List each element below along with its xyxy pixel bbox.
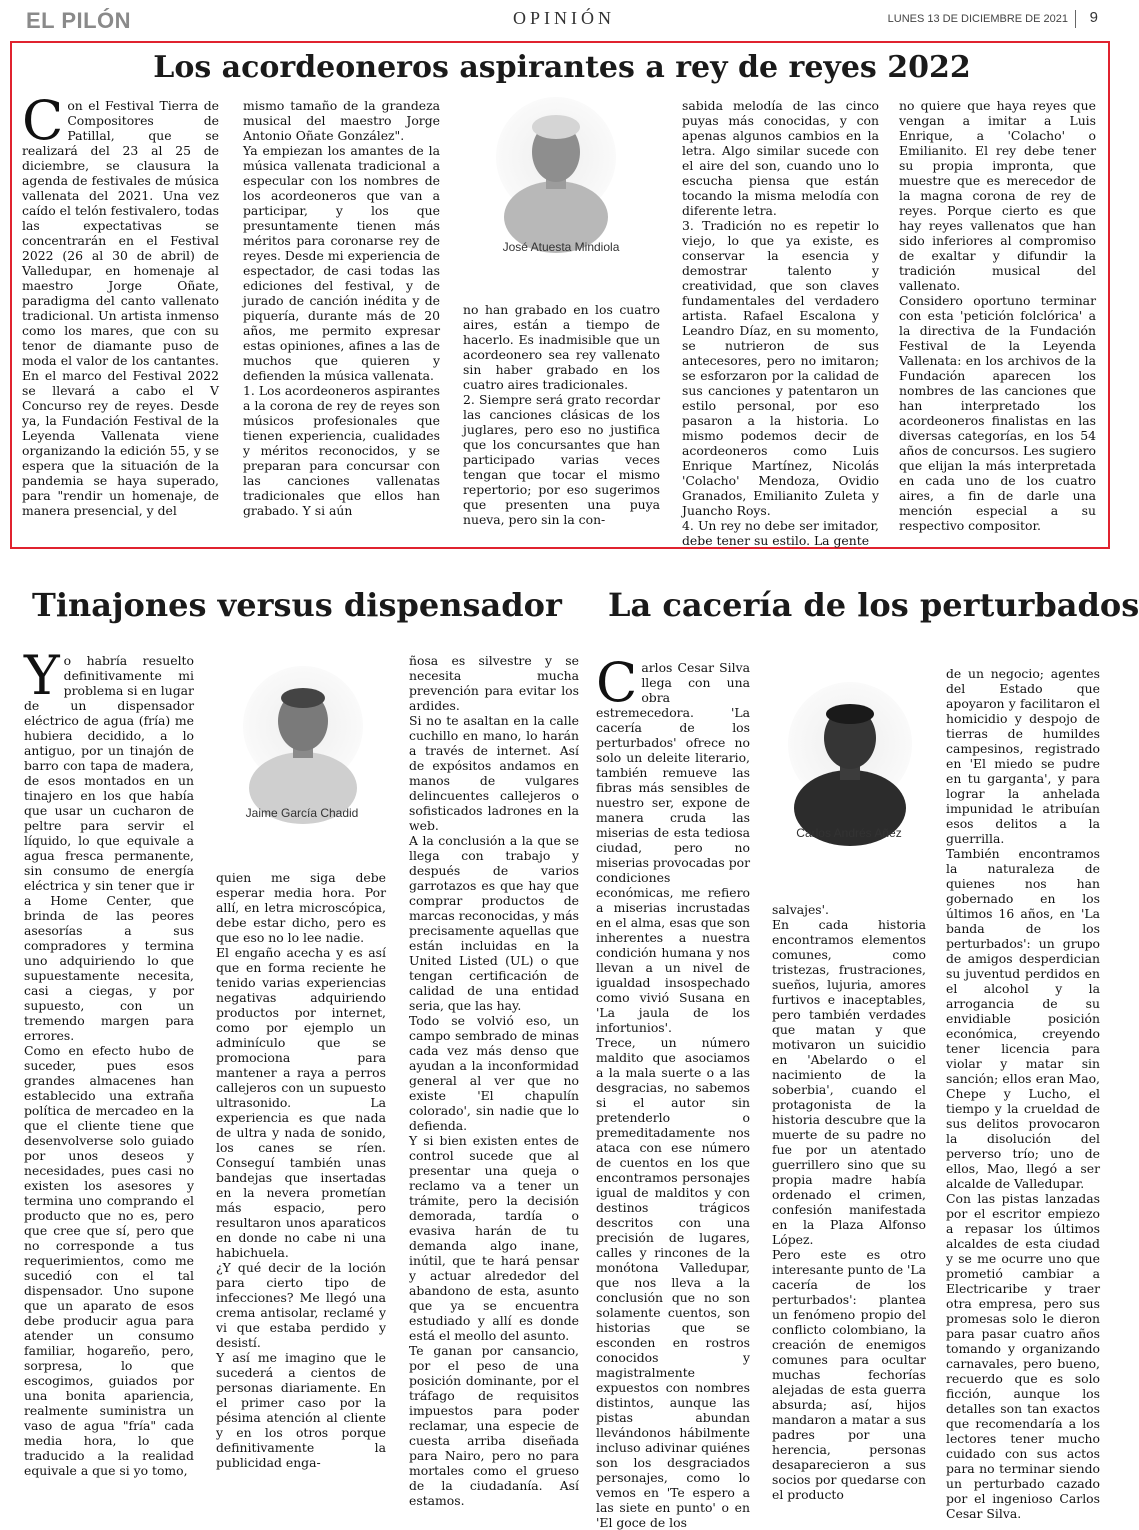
paragraph: 2. Siempre será grato recordar las canciones clásicas de los juglares, pero eso no justifica que los concursantes que han participado varias veces tengan que tocar el mismo repertorio; por eso sugerimos que presenten una puya nueva, pero sin la con-: [463, 392, 660, 527]
paragraph: Pero este es otro interesante punto de 'La cacería de los perturbados': plantea un fenómeno propio del conflicto colombiano, la creación de enemigos comunes para ocultar muchas fechorías alejadas de esta guerra absurda; así, hijos mandaron a matar a sus padres por una herencia, personas desaparecieron a sus socios por quedarse con el producto: [772, 1247, 926, 1502]
article-column: [243, 98, 440, 540]
author-byline: José Atuesta Mindiola: [502, 240, 620, 254]
paragraph: En cada historia encontramos elementos comunes, como tristezas, frustraciones, sueños, lujuria, amores furtivos e inaceptables, pero también verdades que matan y que motivaron un suicidio en 'Abelardo o el nacimiento de la soberbia', cuando el protagonista de la historia descubre que la muerte de su padre no fue por un atentado guerrillero sino que su propia madre había ordenado el crimen, confesión manifestada en la Plaza Alfonso López.: [772, 917, 926, 1247]
issue-date: LUNES 13 DE DICIEMBRE DE 2021: [887, 13, 1068, 25]
paragraph: Ya empiezan los amantes de la música vallenata tradicional a especular con los nombres de los acordeoneros que van a participar, y los que presuntamente tienen más méritos para coronarse rey de reyes. Desde mi experiencia de espectador, de casi todas las ediciones del festival, y de jurado de canción inédita y de piquería, durante más de 20 años, me permito expresar estas opiniones, afines a las de muchos que quieren y defienden la música vallenata.: [243, 143, 440, 383]
paragraph: Considero oportuno terminar con esta 'petición folclórica' a la directiva de la Fundación Festival de la Leyenda Vallenata: en los archivos de la Fundación aparecen los nombres de las canciones que han interpretado los acordeoneros finalistas en las diversas categorías, en los 54 años de concursos. Les sugiero que elijan la más interpretada en cada uno de los cuatro aires, a fin de darle una mención especial a su respectivo compositor.: [899, 293, 1096, 533]
masthead: [0, 0, 1128, 36]
paragraph: Con las pistas lanzadas por el escritor empiezo a repasar los últimos alcaldes de esta ciudad y se me ocurre uno que prometió cambiar a Electricaribe y traer otra empresa, pero sus promesas solo le dieron para pasar cuatro años tomando y organizando carnavales, pero bueno, recuerdo que es solo ficción, aunque los detalles son tan exactos que recomendaría a los lectores tener mucho cuidado con sus actos para no terminar siendo un perturbado cazado por el ingenioso Carlos Cesar Silva.: [946, 1191, 1100, 1521]
author-photo-atuesta: [496, 97, 616, 217]
article-column: [946, 666, 1100, 1521]
paragraph: 4. Un rey no debe ser imitador, debe tener su estilo. La gente: [682, 518, 879, 548]
paragraph: A la conclusión a la que se llega con trabajo y después de varios garrotazos es que hay que comprar productos de marcas reconocidas, y más precisamente aquellas que están incluidas en la United Listed (UL) o que tengan certificación de calidad de una entidad seria, que las hay.: [409, 833, 579, 1013]
paragraph: mismo tamaño de la grandeza musical del maestro Jorge Antonio Oñate González".: [243, 98, 440, 143]
page-divider: [1075, 10, 1076, 28]
paragraph: 1. Los acordeoneros aspirantes a la corona de rey de reyes son músicos profesionales que tienen experiencia, cualidades y méritos reconocidos, y se preparan para concursar con las canciones vallenatas tradicionales que ellos han grabado. Y si aún: [243, 383, 440, 518]
section-title: OPINIÓN: [513, 8, 615, 28]
paragraph: Todo se volvió eso, un campo sembrado de minas cada vez más denso que ayudan a la inconformidad general al ver que no existe 'El chapulín colorado', sin nadie que lo defienda.: [409, 1013, 579, 1133]
paragraph: salvajes'.: [772, 902, 829, 917]
article-title-acordeoneros: Los acordeoneros aspirantes a rey de reyes 2022: [153, 50, 971, 85]
paragraph: o habría resuelto definitivamente mi problema si en lugar de un dispensador eléctrico de agua (fría) me hubiera decidido, a lo antiguo, por un tinajón de barro con tapa de madera, de esos montados en un tinajero en los que había que usar un cucharon de peltre para servir el líquido, lo que equivale a agua fresca permanente, sin consumo de energía eléctrica y sin tener que ir a Home Center, que brinda de las peores asesorías a sus compradores y termina uno adquiriendo lo que supuestamente necesita, casi a ciegas, y por supuesto, con un tremendo margen para errores.: [24, 653, 194, 1043]
paragraph: Y si bien existen entes de control sucede que al presentar una queja o reclamo va a tener un trámite, pero la decisión demorada, tardía o evasiva harán de tu demanda algo inane, inútil, que te hará pensar y actuar alrededor del abandono de esta, asunto que ya se encuentra estudiado y allí es donde está el meollo del asunto.: [409, 1133, 579, 1343]
paragraph: Y así me imagino que le sucederá a cientos de personas diariamente. En el primer caso por la pésima atención al cliente y en los otros porque definitivamente la publicidad enga-: [216, 1350, 386, 1470]
article-column: [682, 98, 879, 548]
article-column: [596, 651, 751, 1530]
article-column: [772, 902, 926, 1502]
paragraph: sabida melodía de las cinco puyas más conocidas, y con apenas algunos cambios en la letra. Algo similar sucede con el aire del son, cuando uno lo escucha piensa que están tocando la misma melodía con diferente letra.: [682, 98, 879, 218]
article-title-caceria: La cacería de los perturbados: [608, 586, 1139, 624]
paragraph: no han grabado en los cuatro aires, están a tiempo de hacerlo. Es inadmisible que un acordeonero sea rey vallenato sin haber grabado en los cuatro aires tradicionales.: [463, 302, 660, 392]
author-photo-garcia: [243, 666, 363, 786]
paragraph: Si no te asaltan en la calle cuchillo en mano, lo harán a través de internet. Así de expósitos andamos en manos de vulgares delincuentes callejeros o sofisticados ladrones en la web.: [409, 713, 579, 833]
paragraph: on el Festival Tierra de Compositores de Patillal, que se realizará del 23 al 25 de diciembre, se clausura la agenda de festivales de música vallenata del 2021. Una vez caído el telón festivalero, todas las expectativas se concentrarán en el Festival 2022 (26 al 30 de abril) de Valledupar, en homenaje al maestro Jorge Oñate, paradigma del canto vallenato tradicional. Un artista inmenso como los mares, que con su tenor de diamante puso de moda el valor de los cantantes. En el marco del Festival 2022 se llevará a cabo el V Concurso rey de reyes. Desde ya, la Fundación Festival de la Leyenda Vallenata viene organizando la edición 55, y se espera que la situación de la pandemia se haya superado, para "rendir un homenaje, de manera presencial, y del: [22, 98, 219, 518]
paragraph: Como en efecto hubo de suceder, pues esos grandes almacenes han establecido una extraña política de mercadeo en la que el cliente tiene que desenvolverse solo guiado por unos deseos y necesidades, pues casi no existen los asesores y termina uno comprando el producto que no es, pero que cree que sí, pero que no corresponde a tus requerimientos, como me sucedió con el tal dispensador. Uno supone que un aparato de esos debe producir agua para atender un consumo familiar, hogareño, pero, sorpresa, lo que escogimos, guiados por una bonita apariencia, realmente suministra un vaso de agua "fría" cada media hora, lo que traducido a la realidad equivale a que si yo tomo,: [24, 1043, 194, 1478]
article-column: [463, 302, 660, 540]
article-column: [409, 653, 579, 1508]
author-byline: Carlos Andrés Añez: [796, 826, 902, 840]
article-column: [22, 89, 219, 540]
author-byline: Jaime García Chadid: [245, 806, 359, 820]
author-portrait-icon: [496, 97, 616, 217]
newspaper-logo[interactable]: EL PILÓN: [26, 8, 132, 33]
paragraph: no quiere que haya reyes que vengan a imitar a Luis Enrique, a 'Colacho' o Emilianito. El rey debe tener su propia impronta, que muestre que es merecedor de la magna corona de rey de reyes. Porque cierto es que hay reyes vallenatos que han sido inferiores al compromiso de exaltar y difundir la tradición musical del vallenato.: [899, 98, 1096, 293]
paragraph: ¿Y qué decir de la loción para cierto tipo de infecciones? Me llegó una crema antisolar, reclamé y vi que estaba perdido y desistí.: [216, 1260, 386, 1350]
paragraph: También encontramos la naturaleza de quienes nos han gobernado en los últimos 16 años, en 'La banda de los perturbados': un grupo de amigos desperdician su juventud perdidos en el alcohol y la arrogancia de su envidiable posición económica, creyendo tener licencia para violar y matar sin sanción; ellos eran Mao, Chepe y Lucho, el tiempo y la crueldad de sus delitos provocaron la disolución del perverso trío; uno de ellos, Mao, llegó a ser alcalde de Valledupar.: [946, 846, 1100, 1191]
author-portrait-icon: [243, 666, 363, 786]
paragraph: Te ganan por cansancio, por el peso de una posición dominante, por el tráfago de requisitos impuestos para poder reclamar, una especie de cuesta arriba diseñada para Nairo, pero no para mortales como el grueso de la ciudadanía. Así estamos.: [409, 1343, 579, 1508]
drop-cap: C: [22, 89, 64, 152]
page-number: 9: [1089, 9, 1098, 26]
paragraph: 3. Tradición no es repetir lo viejo, lo que ya existe, es conservar la esencia y demostrar talento y creatividad, que son claves fundamentales del verdadero artista. Rafael Escalona y Leandro Díaz, en su momento, se nutrieron de sus antecesores, pero no imitaron; se esforzaron por la calidad de sus canciones y patentaron un estilo personal, por eso pasaron a la historia. Lo mismo podemos decir de acordeoneros como Luis Enrique Martínez, Nicolás 'Colacho' Mendoza, Ovidio Granados, Emilianito Zuleta y Juancho Roys.: [682, 218, 879, 518]
paragraph: quien me siga debe esperar media hora. Por allí, en letra microscópica, debe estar dicho, pero es que eso no lo lee nadie.: [216, 870, 386, 945]
paragraph: arlos Cesar Silva llega con una obra estremecedora. 'La cacería de los perturbados' ofrece no solo un deleite literario, también remueve las fibras más sensibles de nuestro ser, expone de manera cruda las miserias de esta tediosa ciudad, pero no miserias provocadas por condiciones económicas, me refiero a miserias incrustadas en el alma, esas que son inherentes a nuestra condición humana y nos llevan a un nivel de igualdad insospechado como vivió Susana en 'La jaula de los infortunios'.: [596, 660, 751, 1035]
drop-cap: Y: [24, 644, 60, 707]
drop-cap: C: [596, 651, 638, 714]
paragraph: Trece, un número maldito que asociamos a la mala suerte o a las desgracias, no sabemos si el autor sin pretenderlo o premeditadamente nos ataca con ese número de cuentos en los que encontramos personajes igual de malditos y con destinos trágicos descritos con una precisión de lugares, calles y rincones de la monótona Valledupar, que nos lleva a la conclusión que no son solamente cuentos, son historias que se esconden en rostros conocidos y magistralmente expuestos con nombres distintos, aunque las pistas abundan llevándonos hábilmente incluso adivinar quiénes son los desgraciados personajes, como lo vemos en 'Te espero a las siete en punto' o en 'El goce de los: [596, 1035, 750, 1530]
article-title-tinajones: Tinajones versus dispensador: [32, 586, 562, 624]
paragraph: ñosa es silvestre y se necesita mucha prevención para evitar los ardides.: [409, 653, 579, 713]
author-portrait-icon: [788, 682, 912, 806]
paragraph: de un negocio; agentes del Estado que apoyaron y facilitaron el homicidio y despojo de tierras de humildes campesinos, registrado en 'El miedo se pudre en tu garganta', y para lograr la anhelada impunidad le atribuían esos delitos a la guerrilla.: [946, 666, 1100, 846]
article-column: [24, 644, 194, 1478]
article-column: [899, 98, 1096, 540]
paragraph: El engaño acecha y es así que en forma reciente he tenido varias experiencias negativas adquiriendo productos por internet, como por ejemplo un adminículo que se promociona para mantener a raya a perros callejeros con un supuesto ultrasonido. La experiencia es que nada de ultra y nada de sonido, los canes se ríen. Conseguí también unas bandejas que insertadas en la nevera prometían más espacio, pero resultaron unos aparaticos en donde no cabe ni una habichuela.: [216, 945, 386, 1260]
author-photo-anez: [788, 682, 912, 806]
article-column: [216, 870, 386, 1470]
